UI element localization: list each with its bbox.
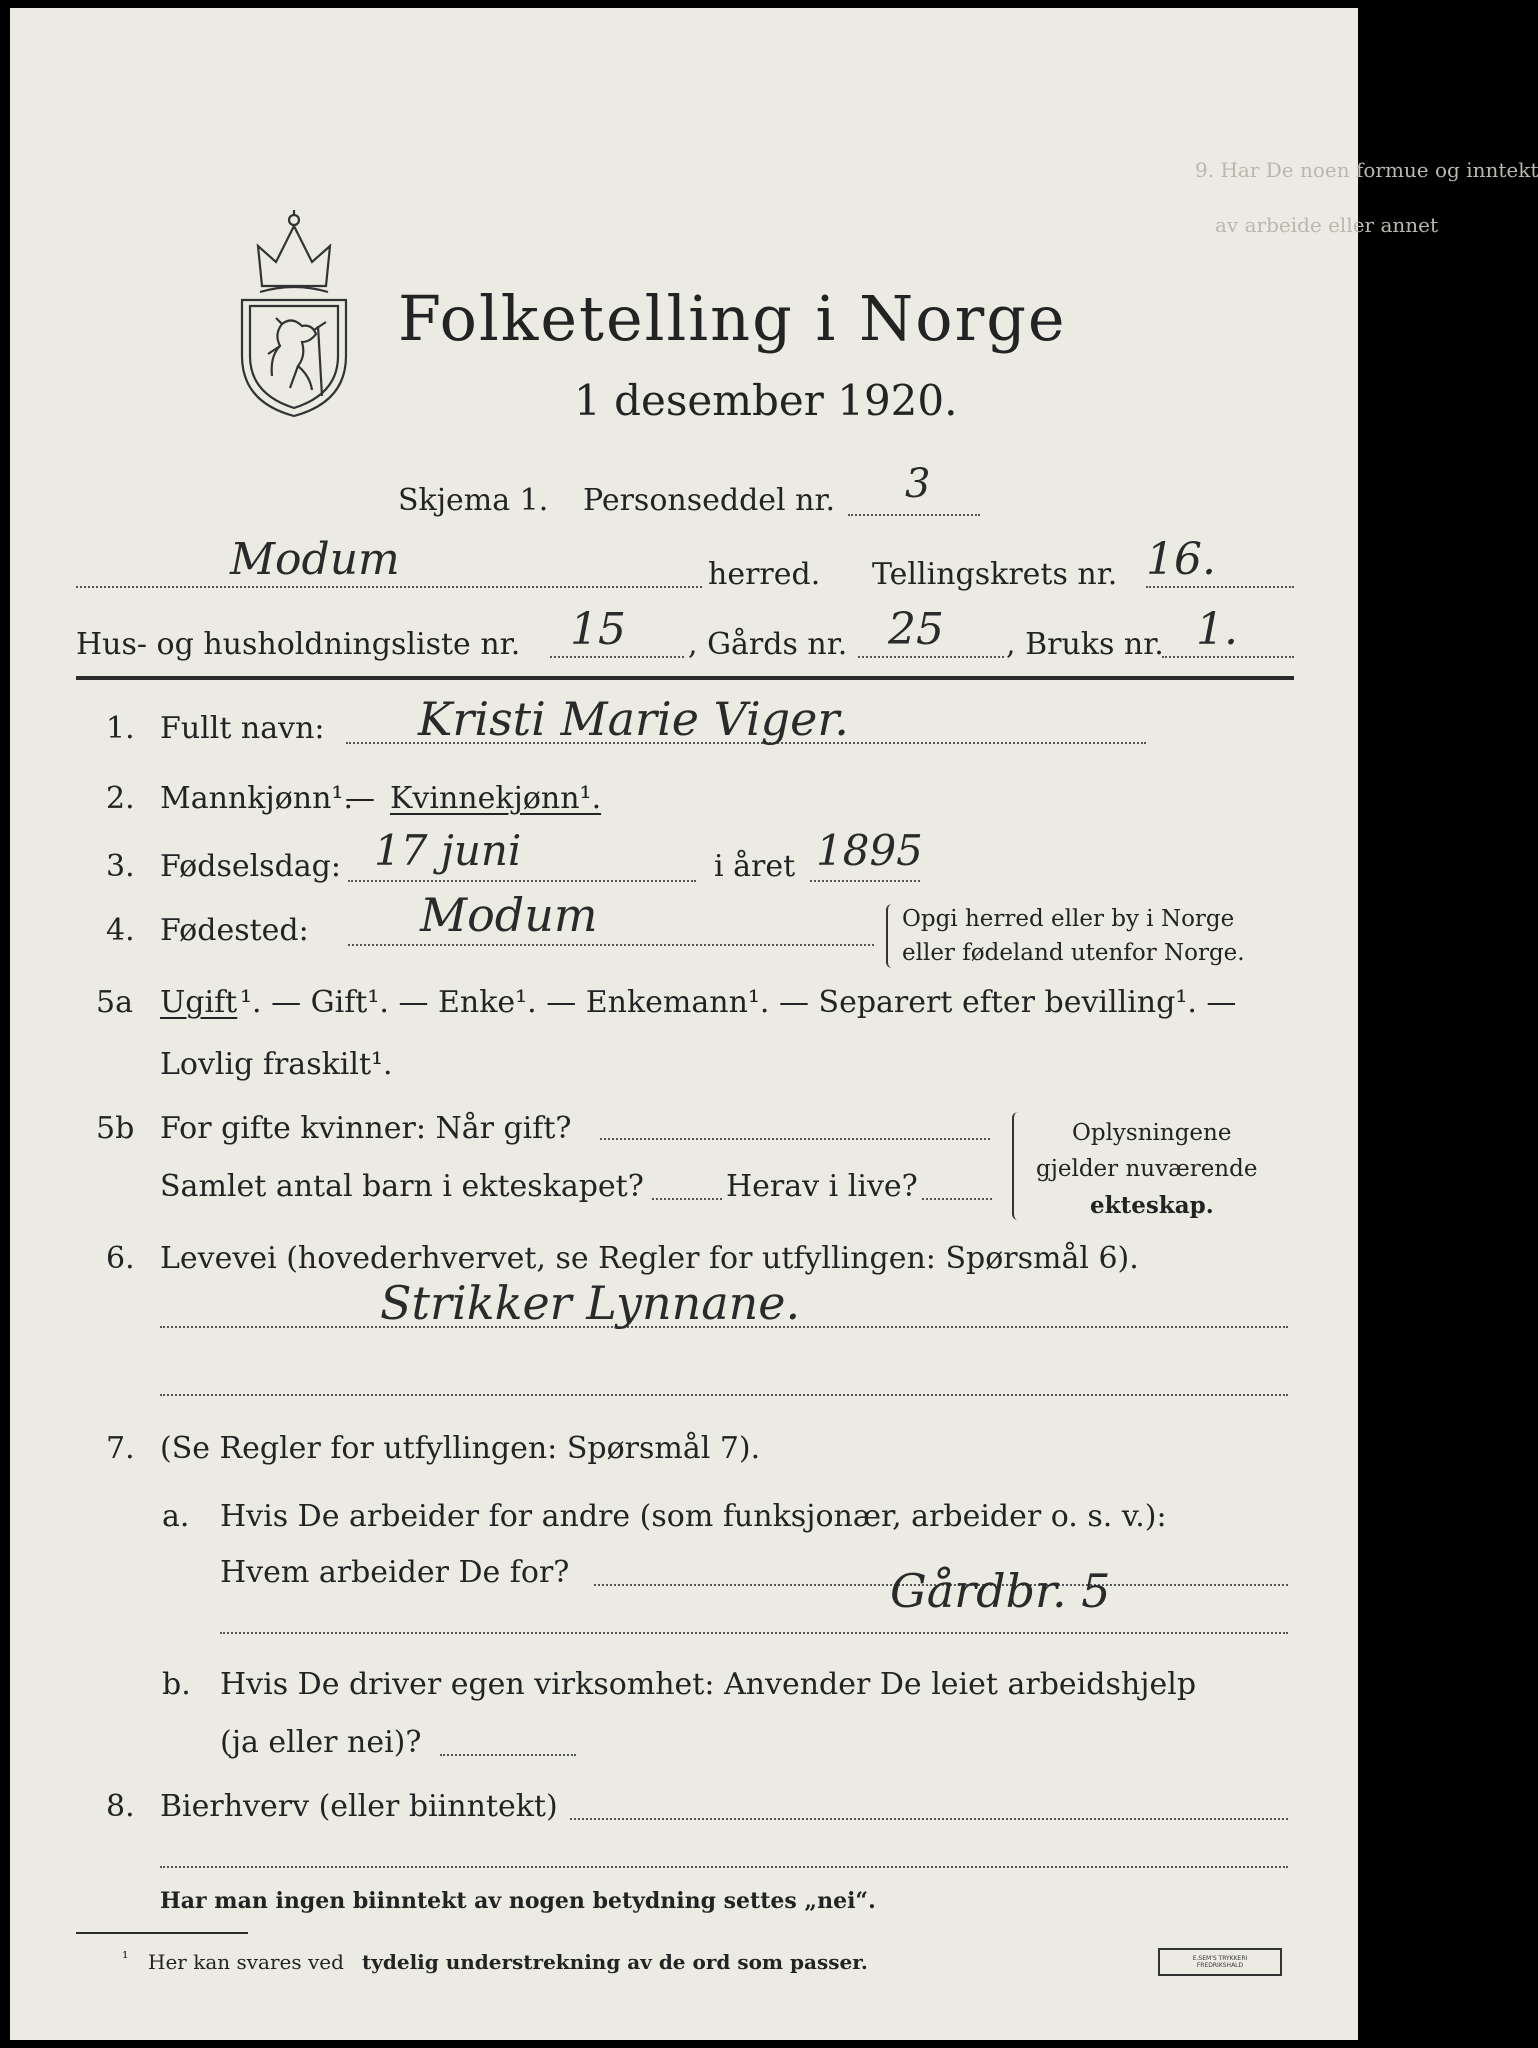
household-list-label: Hus- og husholdningsliste nr. [76, 627, 521, 662]
census-form [10, 8, 1538, 2040]
herred-label: herred. [708, 557, 821, 592]
q7a-letter: a. [162, 1499, 190, 1534]
children-total-label: Samlet antal barn i ekteskapet? [160, 1169, 644, 1204]
marital-ugift-option: Ugift [160, 985, 238, 1020]
household-list-field [550, 656, 684, 658]
q8-label: Bierhverv (eller biinntekt) [160, 1789, 558, 1824]
bruks-value: 1. [1196, 604, 1238, 655]
year-label: i året [714, 849, 796, 884]
printer-stamp-line2: FREDRIKSHALD [1196, 1962, 1244, 1969]
no-income-note: Har man ingen biinntekt av nogen betydning settes „nei“. [160, 1888, 876, 1914]
q2-number: 2. [106, 781, 135, 816]
note-bracket [886, 904, 896, 968]
marriage-note-line3: ekteskap. [1090, 1192, 1214, 1219]
marital-other-options: ¹. — Gift¹. — Enke¹. — Enkemann¹. — Separert efter bevilling¹. — [240, 985, 1237, 1020]
herred-value: Modum [230, 534, 400, 585]
bleed-through-text: av arbeide eller annet [1215, 213, 1439, 237]
q7b-letter: b. [162, 1667, 191, 1702]
sex-female-option: Kvinnekjønn¹. [390, 781, 602, 816]
children-alive-label: Herav i live? [726, 1169, 918, 1204]
birthyear-value: 1895 [816, 826, 923, 875]
footnote-mark: ¹ [122, 1948, 129, 1967]
gards-field [858, 656, 1004, 658]
q5b-number: 5b [96, 1111, 135, 1146]
gards-label: , Gårds nr. [688, 627, 848, 662]
personseddel-label: Personseddel nr. [583, 483, 836, 518]
sex-male-option: Mannkjønn¹. [160, 781, 353, 816]
personseddel-field [848, 514, 980, 516]
side-income-field [570, 1818, 1288, 1820]
tellingskrets-field [1146, 586, 1294, 588]
tellingskrets-value: 16. [1146, 534, 1216, 585]
schema-label: Skjema 1. [398, 483, 549, 518]
marriage-note-line2: gjelder nuværende [1036, 1156, 1258, 1182]
occupation-field-2 [160, 1394, 1288, 1396]
footnote-emphasis: tydelig understrekning av de ord som passer. [362, 1950, 868, 1974]
coat-of-arms-icon [232, 206, 356, 418]
employer-field-2 [220, 1632, 1288, 1634]
q4-number: 4. [106, 913, 135, 948]
herred-field [76, 586, 702, 588]
birthplace-note-line1: Opgi herred eller by i Norge [902, 906, 1235, 932]
bruks-label: , Bruks nr. [1006, 627, 1164, 662]
footnote-divider [76, 1932, 248, 1934]
side-income-field-2 [160, 1866, 1288, 1868]
q7a-line2: Hvem arbeider De for? [220, 1555, 570, 1590]
footnote-text: Her kan svares ved [148, 1950, 344, 1974]
bleed-through-text: 9. Har De noen formue og inntekt [1195, 158, 1538, 182]
occupation-value: Strikker Lynnane. [380, 1276, 801, 1330]
q1-label: Fullt navn: [160, 711, 325, 746]
gards-value: 25 [888, 604, 944, 655]
q7b-line1: Hvis De driver egen virksomhet: Anvender De leiet arbeidshjelp [220, 1667, 1197, 1702]
section-divider [76, 676, 1294, 680]
q7b-line2: (ja eller nei)? [220, 1725, 422, 1760]
q6-label: Levevei (hovederhvervet, se Regler for utfyllingen: Spørsmål 6). [160, 1241, 1139, 1276]
q1-number: 1. [106, 711, 135, 746]
full-name-value: Kristi Marie Viger. [418, 692, 849, 746]
married-when-field [600, 1138, 990, 1140]
q3-number: 3. [106, 849, 135, 884]
q5b-label: For gifte kvinner: Når gift? [160, 1111, 572, 1146]
q5a-number: 5a [96, 985, 133, 1020]
hired-help-field [440, 1754, 576, 1756]
tellingskrets-label: Tellingskrets nr. [872, 557, 1118, 592]
birthplace-note-line2: eller fødeland utenfor Norge. [902, 940, 1245, 966]
q7a-line1: Hvis De arbeider for andre (som funksjonær, arbeider o. s. v.): [220, 1499, 1167, 1534]
birthplace-field [348, 944, 874, 946]
printer-stamp [1158, 1948, 1282, 1976]
birthdate-value: 17 juni [374, 826, 522, 875]
q6-number: 6. [106, 1241, 135, 1276]
personseddel-value: 3 [905, 461, 931, 507]
q3-label: Fødselsdag: [160, 849, 341, 884]
birthyear-field [810, 880, 920, 882]
birthdate-field [348, 880, 696, 882]
printer-stamp-line1: E.SEM'S TRYKKERI [1192, 1954, 1248, 1962]
marriage-note-line1: Oplysningene [1072, 1120, 1232, 1146]
census-date: 1 desember 1920. [574, 376, 958, 425]
marital-divorced-option: Lovlig fraskilt¹. [160, 1047, 393, 1082]
household-list-value: 15 [570, 604, 626, 655]
q7-label: (Se Regler for utfyllingen: Spørsmål 7). [160, 1431, 761, 1466]
bruks-field [1162, 656, 1294, 658]
sex-separator: — [345, 781, 375, 816]
children-alive-field [922, 1198, 992, 1200]
page-title: Folketelling i Norge [398, 282, 1067, 355]
q4-label: Fødested: [160, 913, 309, 948]
q8-number: 8. [106, 1789, 135, 1824]
note-bracket [1012, 1112, 1022, 1220]
employer-value: Gårdbr. 5 [890, 1564, 1111, 1618]
children-total-field [652, 1198, 722, 1200]
birthplace-value: Modum [420, 888, 598, 942]
q7-number: 7. [106, 1431, 135, 1466]
